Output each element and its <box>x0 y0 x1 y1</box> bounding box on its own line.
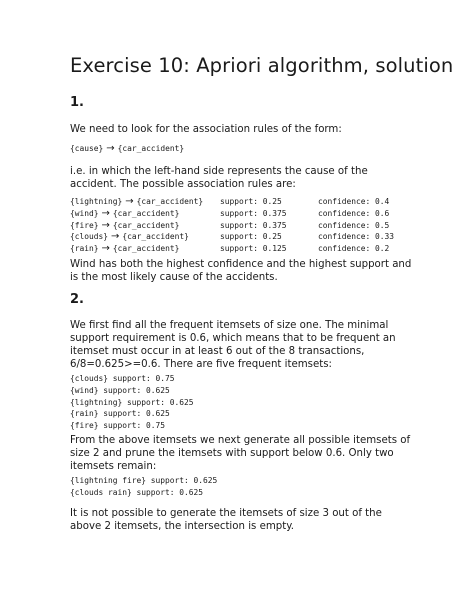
section-1-explanation: i.e. in which the left-hand side represents the cause of the accident. The possible association rules are: <box>70 166 368 190</box>
table-row <box>70 196 394 208</box>
rule-support: support: 0.25 <box>220 197 282 206</box>
table-row <box>70 231 394 243</box>
rule-form-lhs: {cause} <box>70 144 104 153</box>
list-item: {clouds rain} support: 0.625 <box>70 487 204 497</box>
association-rules-table <box>70 196 394 255</box>
rule-cell <box>70 220 220 232</box>
rule-confidence: confidence: 0.4 <box>318 197 390 206</box>
rule-support: support: 0.375 <box>220 208 287 218</box>
arrow-right-icon: → <box>101 207 110 219</box>
list-item: {clouds} support: 0.75 <box>70 374 175 383</box>
section-1-intro: We need to look for the association rules of the form: <box>70 124 342 135</box>
rule-confidence: confidence: 0.5 <box>318 220 390 230</box>
rule-form <box>70 143 184 155</box>
arrow-right-icon: → <box>125 196 134 207</box>
rule-confidence: confidence: 0.2 <box>318 244 390 254</box>
section-1-heading: 1. <box>70 95 84 110</box>
rule-rhs: {car_accident} <box>122 232 189 242</box>
rule-cell <box>70 243 220 255</box>
rule-rhs: {car_accident} <box>112 208 180 218</box>
page-title: Exercise 10: Apriori algorithm, solution <box>70 54 454 77</box>
rule-cell <box>70 208 220 220</box>
list-item: {wind} support: 0.625 <box>70 385 170 395</box>
section-2-intro: We first find all the frequent itemsets of size one. The minimal support requirement is 0.6, which means that to be frequent an itemset must occur in at least 6 out of the 8 transactions, 6/8=0.625>=0.6. There are five frequent itemsets: <box>70 320 396 370</box>
arrow-right-icon: → <box>101 243 110 255</box>
rule-rhs: {car_accident} <box>112 244 180 254</box>
rule-cell <box>70 231 220 243</box>
section-2-conclusion: It is not possible to generate the itemsets of size 3 out of the above 2 itemsets, the intersection is empty. <box>70 508 382 532</box>
rule-confidence: confidence: 0.6 <box>318 208 390 218</box>
frequent-itemsets-size-2 <box>70 475 217 499</box>
section-1-conclusion: Wind has both the highest confidence and the highest support and is the most likely cause of the accidents. <box>70 259 412 283</box>
list-item: {lightning} support: 0.625 <box>70 397 194 407</box>
arrow-right-icon: → <box>101 219 110 231</box>
rule-rhs: {car_accident} <box>136 197 204 206</box>
arrow-right-icon: → <box>106 143 115 154</box>
list-item: {rain} support: 0.625 <box>70 409 170 419</box>
rule-support: support: 0.25 <box>220 232 282 242</box>
rule-support: support: 0.125 <box>220 244 287 254</box>
section-2-middle: From the above itemsets we next generate all possible itemsets of size 2 and prune the itemsets with support below 0.6. Only two itemsets remain: <box>70 435 411 472</box>
rule-support: support: 0.375 <box>220 220 287 230</box>
rule-form-rhs: {car_accident} <box>117 144 185 153</box>
table-row <box>70 243 394 255</box>
rule-lhs: {fire} <box>70 220 99 230</box>
rule-lhs: {clouds} <box>70 232 109 242</box>
rule-lhs: {rain} <box>70 244 99 254</box>
rule-confidence: confidence: 0.33 <box>318 232 395 242</box>
list-item: {fire} support: 0.75 <box>70 421 166 431</box>
list-item: {lightning fire} support: 0.625 <box>70 476 218 485</box>
rule-lhs: {wind} <box>70 208 99 218</box>
rule-lhs: {lightning} <box>70 197 123 206</box>
rule-rhs: {car_accident} <box>112 220 180 230</box>
table-row <box>70 208 394 220</box>
section-2-heading: 2. <box>70 292 84 307</box>
arrow-right-icon: → <box>111 231 120 243</box>
table-row <box>70 220 394 232</box>
rule-cell <box>70 196 220 208</box>
frequent-itemsets-size-1 <box>70 373 194 432</box>
